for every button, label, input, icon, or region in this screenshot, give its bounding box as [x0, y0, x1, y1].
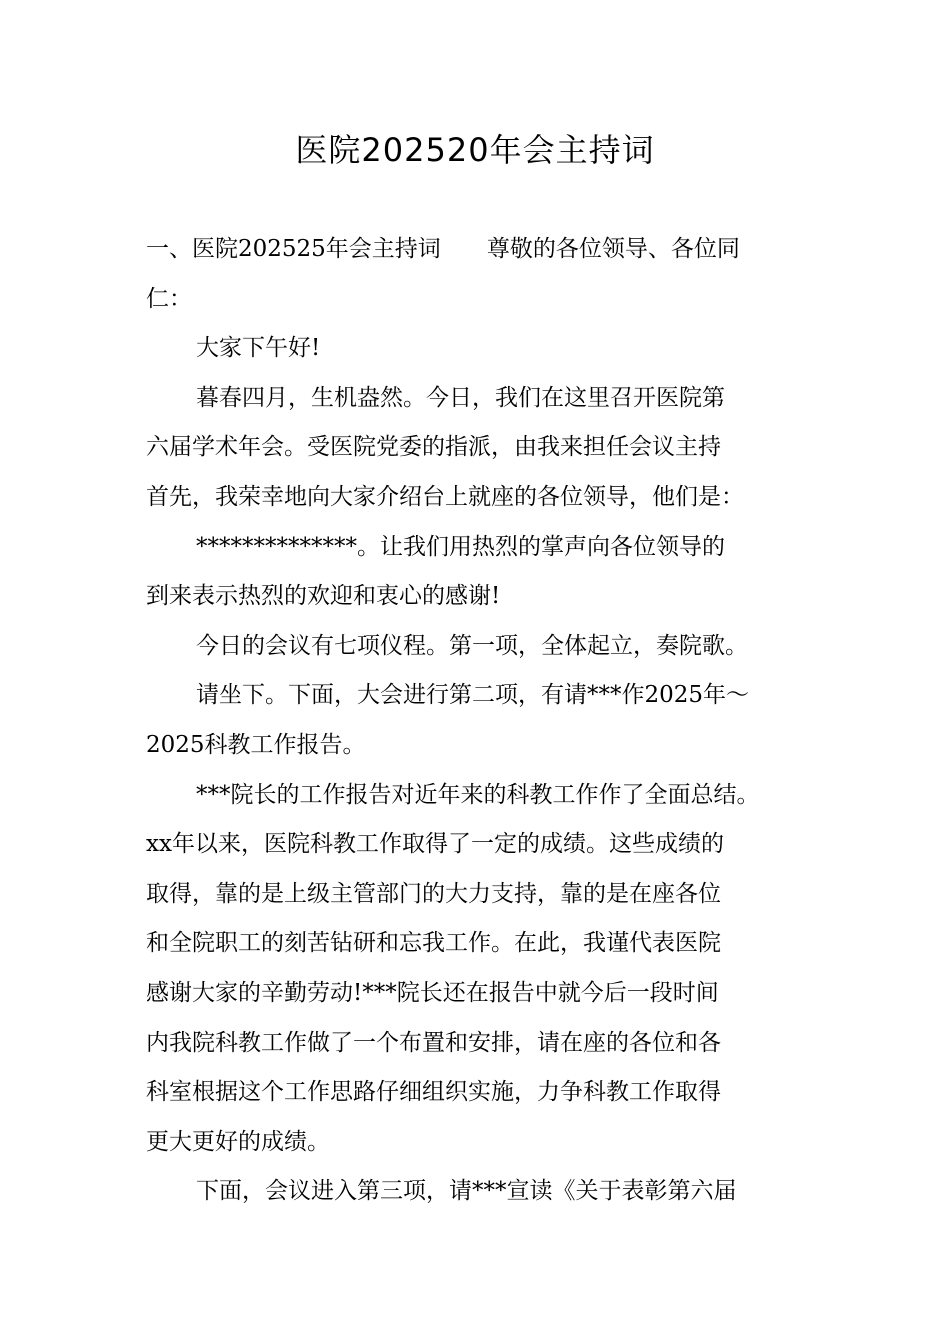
paragraph-line: 到来表示热烈的欢迎和衷心的感谢! — [146, 583, 501, 610]
document-body — [146, 225, 810, 1217]
paragraph-line: 请坐下。下面，大会进行第二项，有请***作2025年～ — [196, 682, 750, 709]
section-heading: 一、医院202525年会主持词 — [146, 236, 441, 262]
paragraph-line: 感谢大家的辛勤劳动!***院长还在报告中就今后一段时间 — [146, 979, 719, 1006]
paragraph-line: 仁： — [146, 285, 192, 312]
paragraph-line: 取得，靠的是上级主管部门的大力支持，靠的是在座各位 — [146, 880, 721, 907]
paragraph-line: 大家下午好! — [196, 335, 321, 362]
paragraph-line: 2025科教工作报告。 — [146, 731, 366, 758]
paragraph-line: ***院长的工作报告对近年来的科教工作作了全面总结。 — [196, 781, 760, 808]
paragraph-line: 科室根据这个工作思路仔细组织实施，力争科教工作取得 — [146, 1079, 721, 1106]
paragraph-line: 首先，我荣幸地向大家介绍台上就座的各位领导，他们是： — [146, 483, 744, 510]
paragraph-line: 六届学术年会。受医院党委的指派，由我来担任会议主持 — [146, 434, 721, 461]
paragraph-line: 和全院职工的刻苦钻研和忘我工作。在此，我谨代表医院 — [146, 930, 721, 957]
paragraph-line: 内我院科教工作做了一个布置和安排，请在座的各位和各 — [146, 1029, 721, 1056]
paragraph-line: 下面，会议进入第三项，请***宣读《关于表彰第六届 — [196, 1178, 737, 1205]
paragraph-line: 更大更好的成绩。 — [146, 1128, 330, 1155]
document-title: 医院202520年会主持词 — [295, 131, 655, 169]
paragraph-line: **************。让我们用热烈的掌声向各位领导的 — [196, 533, 725, 560]
salutation-text: 尊敬的各位领导、各位同 — [486, 236, 740, 262]
paragraph-line: 暮春四月，生机盎然。今日，我们在这里召开医院第 — [196, 384, 725, 411]
paragraph-line: 今日的会议有七项仪程。第一项，全体起立，奏院歌。 — [196, 632, 748, 659]
paragraph-line — [146, 225, 810, 275]
paragraph-line: xx年以来，医院科教工作取得了一定的成绩。这些成绩的 — [146, 831, 724, 858]
